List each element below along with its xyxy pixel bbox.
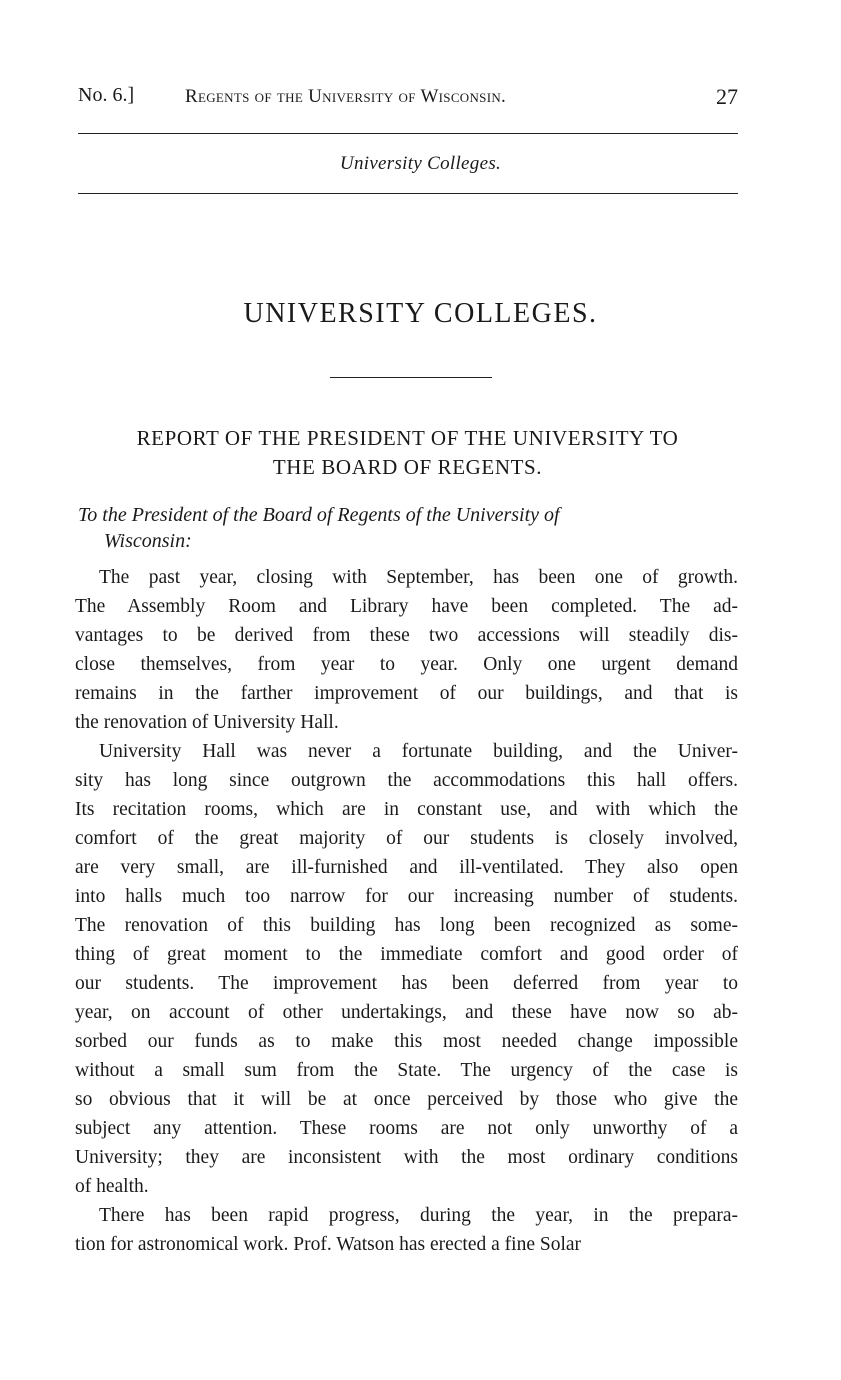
text-line: are very small, are ill-furnished and ill-ventilated. They also open: [75, 857, 738, 878]
report-title: [75, 424, 740, 482]
text-line: close themselves, from year to year. Only one urgent demand: [75, 654, 738, 675]
text-line: The renovation of this building has long been recognized as some-: [75, 915, 738, 936]
document-number: No. 6.]: [78, 84, 135, 106]
text-line: The Assembly Room and Library have been completed. The ad-: [75, 596, 738, 617]
header-rule-top: [78, 133, 738, 134]
salutation-line: To the President of the Board of Regents of the University of: [78, 504, 560, 526]
running-header: [78, 80, 738, 110]
running-title: Regents of the University of Wisconsin.: [185, 86, 507, 107]
text-line: into halls much too narrow for our increasing number of students.: [75, 886, 738, 907]
text-line: University; they are inconsistent with the most ordinary conditions: [75, 1147, 738, 1168]
text-line: University Hall was never a fortunate building, and the Univer-: [99, 741, 738, 762]
paragraph: [75, 563, 738, 737]
text-line: vantages to be derived from these two accessions will steadily dis-: [75, 625, 738, 646]
page-title: UNIVERSITY COLLEGES.: [243, 298, 598, 329]
text-line: sity has long since outgrown the accommodations this hall offers.: [75, 770, 738, 791]
body-text: [75, 563, 738, 1259]
text-line: remains in the farther improvement of our buildings, and that is: [75, 683, 738, 704]
text-line: tion for astronomical work. Prof. Watson has erected a fine Solar: [75, 1234, 582, 1255]
text-line: comfort of the great majority of our students is closely involved,: [75, 828, 738, 849]
paragraph: [75, 737, 738, 1201]
text-line: year, on account of other undertakings, and these have now so ab-: [75, 1002, 738, 1023]
text-line: subject any attention. These rooms are not only unworthy of a: [75, 1118, 738, 1139]
text-line: There has been rapid progress, during the year, in the prepara-: [99, 1205, 738, 1226]
report-title-line: THE BOARD OF REGENTS.: [272, 455, 543, 479]
report-title-line: REPORT OF THE PRESIDENT OF THE UNIVERSITY TO: [136, 426, 679, 450]
section-subheader: University Colleges.: [339, 153, 502, 174]
text-line: so obvious that it will be at once perceived by those who give the: [75, 1089, 738, 1110]
text-line: without a small sum from the State. The urgency of the case is: [75, 1060, 738, 1081]
text-line: The past year, closing with September, has been one of growth.: [99, 567, 738, 588]
text-line: sorbed our funds as to make this most needed change impossible: [75, 1031, 738, 1052]
paragraph: [75, 1201, 738, 1259]
page-number: 27: [716, 84, 738, 109]
text-line: our students. The improvement has been deferred from year to: [75, 973, 738, 994]
text-line: the renovation of University Hall.: [75, 712, 339, 733]
title-divider: [330, 377, 492, 378]
header-rule-bottom: [78, 193, 738, 194]
salutation-line: Wisconsin:: [104, 530, 192, 552]
text-line: of health.: [75, 1176, 149, 1197]
salutation: [78, 502, 740, 554]
text-line: thing of great moment to the immediate comfort and good order of: [75, 944, 738, 965]
text-line: Its recitation rooms, which are in constant use, and with which the: [75, 799, 738, 820]
